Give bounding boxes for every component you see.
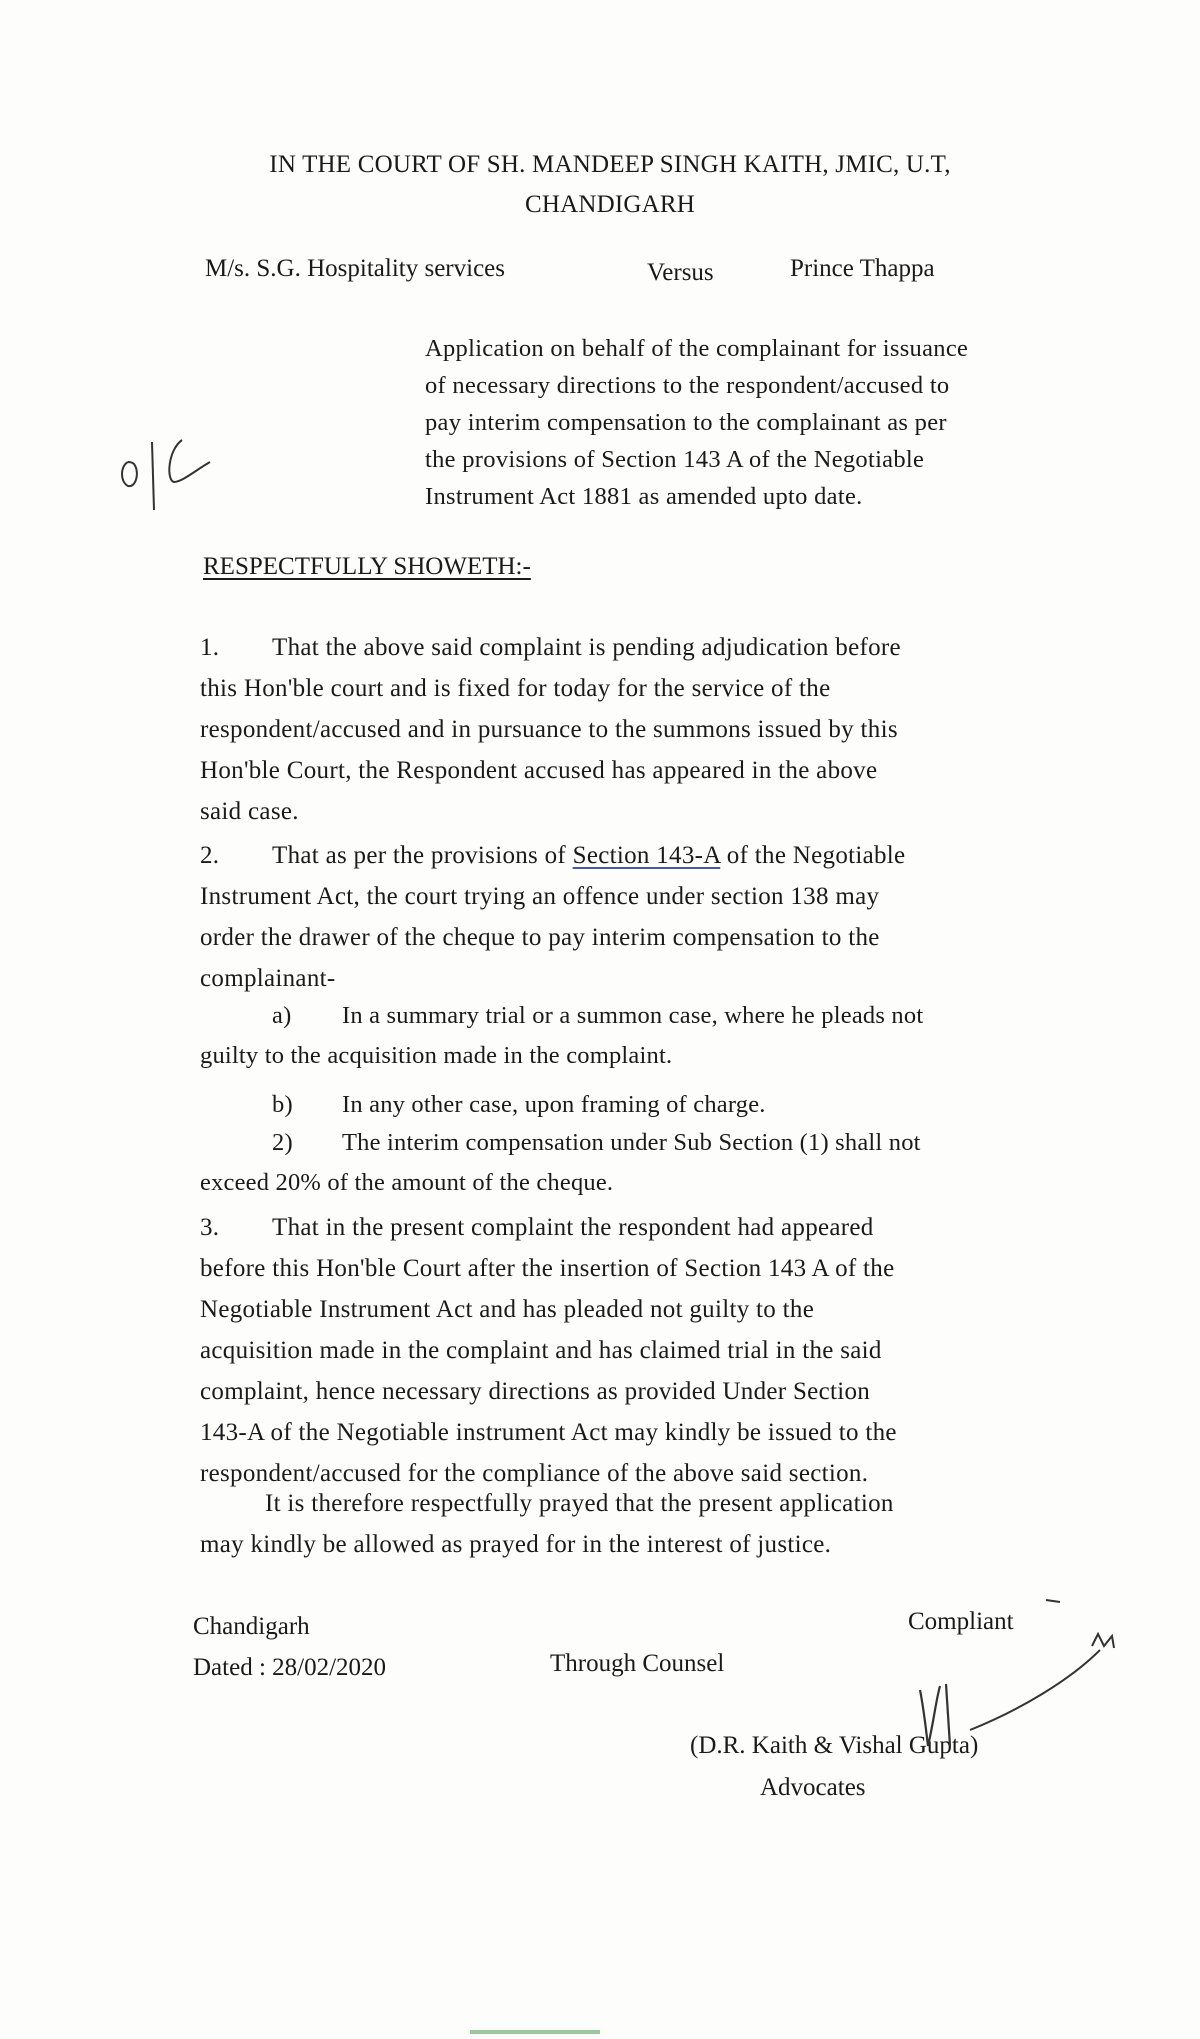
stamp-edge-mark xyxy=(470,2030,600,2034)
paragraph-line: before this Hon'ble Court after the insertion of Section 143 A of the xyxy=(200,1255,895,1282)
clause-label: 2) xyxy=(272,1129,293,1156)
clause-line: exceed 20% of the amount of the cheque. xyxy=(200,1169,614,1196)
clause-line: In a summary trial or a summon case, where he pleads not xyxy=(342,1002,924,1029)
place-label: Chandigarh xyxy=(193,1613,310,1640)
paragraph-line: order the drawer of the cheque to pay interim compensation to the xyxy=(200,924,880,951)
paragraph-line: complaint, hence necessary directions as provided Under Section xyxy=(200,1378,871,1405)
party-role-label: Compliant xyxy=(908,1608,1014,1635)
paragraph-3 xyxy=(200,1207,1085,1494)
paragraph-line: complainant- xyxy=(200,965,336,992)
court-heading-line2: CHANDIGARH xyxy=(524,191,696,218)
advocates-label: Advocates xyxy=(760,1774,866,1801)
paragraph-line: 143-A of the Negotiable instrument Act may kindly be issued to the xyxy=(200,1419,897,1446)
subject-line: Instrument Act 1881 as amended upto date. xyxy=(425,483,863,510)
clause-label: b) xyxy=(272,1091,293,1118)
prayer-paragraph xyxy=(200,1483,1085,1565)
paragraph-2 xyxy=(200,835,1085,999)
paragraph-line: Hon'ble Court, the Respondent accused has appeared in the above xyxy=(200,757,878,784)
clause-b xyxy=(200,1085,1085,1125)
respondent-name: Prince Thappa xyxy=(790,255,935,282)
prayer-line: may kindly be allowed as prayed for in the interest of justice. xyxy=(200,1531,832,1558)
paragraph-line: Negotiable Instrument Act and has pleaded not guilty to the xyxy=(200,1296,815,1323)
clause-line: In any other case, upon framing of charge. xyxy=(342,1091,766,1118)
paragraph-1 xyxy=(200,627,1085,832)
clause-a xyxy=(200,996,1085,1076)
prayer-line: It is therefore respectfully prayed that the present application xyxy=(265,1490,894,1517)
advocates-names: (D.R. Kaith & Vishal Gupta) xyxy=(690,1732,979,1759)
paragraph-line: this Hon'ble court and is fixed for today for the service of the xyxy=(200,675,831,702)
respectfully-showeth-heading: RESPECTFULLY SHOWETH:- xyxy=(203,553,531,580)
clause-line: guilty to the acquisition made in the complaint. xyxy=(200,1042,673,1069)
clause-label: a) xyxy=(272,1002,292,1029)
paragraph-line: said case. xyxy=(200,798,299,825)
subject-line: of necessary directions to the respondent/accused to xyxy=(425,372,950,399)
court-heading-line1: IN THE COURT OF SH. MANDEEP SINGH KAITH, JMIC, U.T, xyxy=(269,151,951,178)
paragraph-number: 1. xyxy=(200,634,220,661)
clause-line: The interim compensation under Sub Section (1) shall not xyxy=(342,1129,921,1156)
subject-line: Application on behalf of the complainant for issuance xyxy=(425,335,969,362)
paragraph-line: That the above said complaint is pending adjudication before xyxy=(272,634,901,661)
complainant-name: M/s. S.G. Hospitality services xyxy=(205,255,505,282)
paragraph-number: 2. xyxy=(200,842,220,869)
paragraph-line: of the Negotiable xyxy=(720,842,906,869)
paragraph-line: That in the present complaint the respondent had appeared xyxy=(272,1214,874,1241)
through-counsel-label: Through Counsel xyxy=(550,1650,725,1677)
clause-2 xyxy=(200,1123,1085,1203)
versus-label: Versus xyxy=(647,259,714,286)
paragraph-line: That as per the provisions of xyxy=(272,842,573,869)
application-subject xyxy=(425,330,1095,515)
subject-line: the provisions of Section 143 A of the Negotiable xyxy=(425,446,925,473)
date-label: Dated : 28/02/2020 xyxy=(193,1654,387,1681)
section-reference: Section 143-A xyxy=(572,842,721,869)
paragraph-line: Instrument Act, the court trying an offence under section 138 may xyxy=(200,883,880,910)
paragraph-number: 3. xyxy=(200,1214,220,1241)
subject-line: pay interim compensation to the complainant as per xyxy=(425,409,947,436)
court-heading xyxy=(200,145,1020,225)
paragraph-line: respondent/accused for the compliance of the above said section. xyxy=(200,1460,869,1487)
advocate-signature xyxy=(900,1590,1140,1760)
handwritten-margin-note xyxy=(110,420,220,520)
paragraph-line: respondent/accused and in pursuance to the summons issued by this xyxy=(200,716,898,743)
paragraph-line: acquisition made in the complaint and has claimed trial in the said xyxy=(200,1337,882,1364)
